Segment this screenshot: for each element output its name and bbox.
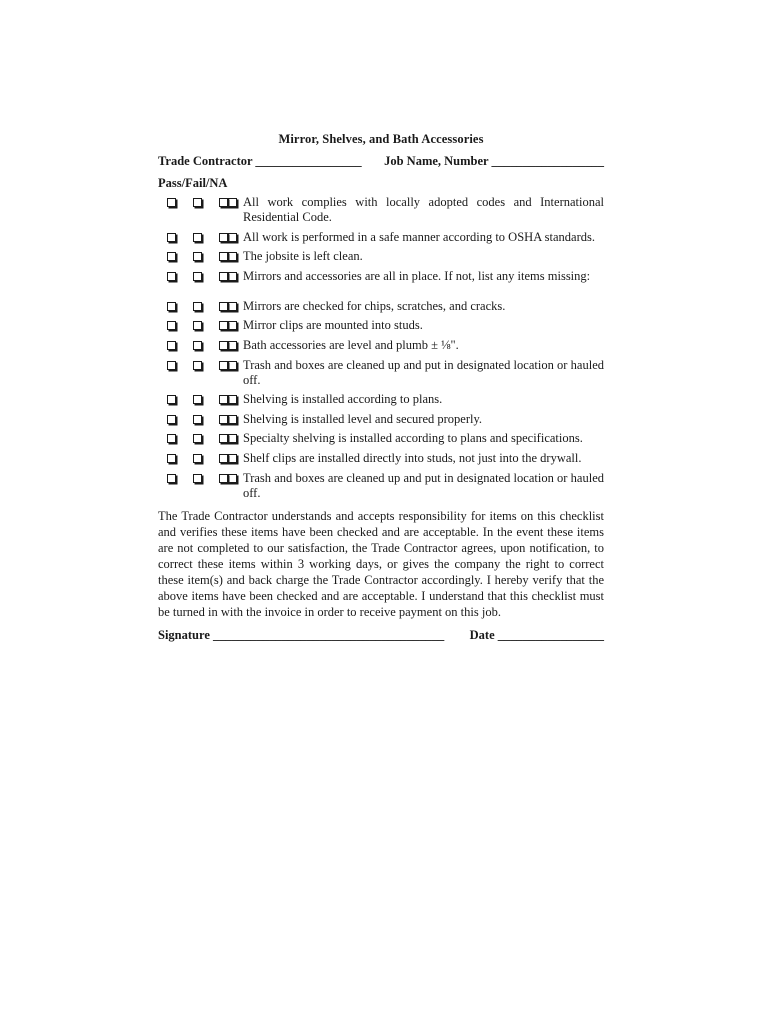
checklist-row	[158, 195, 604, 225]
checklist-row	[158, 412, 604, 427]
checklist-row	[158, 269, 604, 284]
pass-checkbox-icon[interactable]	[167, 415, 176, 424]
pass-fail-na-checkboxes	[158, 358, 228, 388]
pass-fail-na-header: Pass/Fail/NA	[158, 176, 228, 190]
na-checkbox-icon[interactable]	[219, 395, 228, 404]
na-checkbox-icon[interactable]	[219, 474, 228, 483]
pass-fail-na-checkboxes	[158, 318, 228, 333]
job-name-number-field[interactable]: Job Name, Number __________________	[384, 154, 604, 168]
checklist-row	[158, 358, 604, 388]
fail-checkbox-icon[interactable]	[193, 321, 202, 330]
fail-checkbox-icon[interactable]	[193, 361, 202, 370]
pass-checkbox-icon[interactable]	[167, 474, 176, 483]
checklist-row	[158, 338, 604, 353]
item-checkbox-icon[interactable]	[228, 321, 237, 330]
checklist-item-text: Bath accessories are level and plumb ± ⅛".	[243, 337, 459, 352]
fail-checkbox-icon[interactable]	[193, 434, 202, 443]
pass-fail-na-checkboxes	[158, 412, 228, 427]
date-field[interactable]: Date _________________	[469, 627, 604, 642]
checklist-row	[158, 392, 604, 407]
contractor-statement: The Trade Contractor understands and accepts responsibility for items on this checklist and verifies these items have been checked and are acceptable. In the event these items are not completed to our satisfaction, the Trade Contractor agrees, upon notification, to correct these items within 3 working days, or gives the company the right to correct these item(s) and back charge the Trade Contractor accordingly. I hereby verify that the above items have been checked and are acceptable. I understand that this checklist must be turned in with the invoice in order to receive payment on this job.	[158, 508, 604, 619]
item-checkbox-icon[interactable]	[228, 302, 237, 311]
pass-checkbox-icon[interactable]	[167, 341, 176, 350]
item-checkbox-icon[interactable]	[228, 395, 237, 404]
checklist-item-text: Shelving is installed according to plans.	[243, 392, 443, 407]
item-checkbox-icon[interactable]	[228, 252, 237, 261]
pass-fail-na-checkboxes	[158, 269, 228, 284]
pass-checkbox-icon[interactable]	[167, 361, 176, 370]
checklist-row	[158, 230, 604, 245]
pass-checkbox-icon[interactable]	[167, 272, 176, 281]
item-checkbox-icon[interactable]	[228, 474, 237, 483]
na-checkbox-icon[interactable]	[219, 321, 228, 330]
fail-checkbox-icon[interactable]	[193, 341, 202, 350]
fail-checkbox-icon[interactable]	[193, 272, 202, 281]
checklist-items	[158, 195, 604, 501]
item-checkbox-icon[interactable]	[228, 454, 237, 463]
checklist-item-text: Trash and boxes are cleaned up and put in designated location or hauled off.	[243, 470, 604, 500]
signature-field[interactable]: Signature _____________________________________	[158, 627, 445, 642]
checklist-item-text: Specialty shelving is installed according to plans and specifications.	[243, 431, 583, 446]
na-checkbox-icon[interactable]	[219, 198, 228, 207]
item-checkbox-icon[interactable]	[228, 198, 237, 207]
pass-fail-na-checkboxes	[158, 451, 228, 466]
na-checkbox-icon[interactable]	[219, 302, 228, 311]
pass-fail-na-checkboxes	[158, 431, 228, 446]
item-checkbox-icon[interactable]	[228, 341, 237, 350]
na-checkbox-icon[interactable]	[219, 341, 228, 350]
checklist-row	[158, 249, 604, 264]
checklist-item-text: Trash and boxes are cleaned up and put in designated location or hauled off.	[243, 357, 604, 387]
checklist-item-text: All work complies with locally adopted codes and International Residential Code.	[243, 195, 604, 224]
item-checkbox-icon[interactable]	[228, 233, 237, 242]
fail-checkbox-icon[interactable]	[193, 252, 202, 261]
fail-checkbox-icon[interactable]	[193, 198, 202, 207]
pass-checkbox-icon[interactable]	[167, 302, 176, 311]
pass-fail-na-checkboxes	[158, 249, 228, 264]
na-checkbox-icon[interactable]	[219, 272, 228, 281]
checklist-row	[158, 431, 604, 446]
item-checkbox-icon[interactable]	[228, 415, 237, 424]
trade-contractor-field[interactable]: Trade Contractor _________________	[158, 154, 362, 168]
form-title: Mirror, Shelves, and Bath Accessories	[278, 132, 484, 146]
checklist-item-text: Mirrors are checked for chips, scratches, and cracks.	[243, 298, 506, 313]
checklist-row	[158, 451, 604, 466]
pass-checkbox-icon[interactable]	[167, 233, 176, 242]
na-checkbox-icon[interactable]	[219, 361, 228, 370]
checklist-item-text: Shelving is installed level and secured properly.	[243, 411, 483, 426]
na-checkbox-icon[interactable]	[219, 233, 228, 242]
fail-checkbox-icon[interactable]	[193, 302, 202, 311]
na-checkbox-icon[interactable]	[219, 252, 228, 261]
header-fields	[158, 154, 604, 169]
signature-line	[158, 628, 604, 643]
checklist-form	[158, 132, 604, 643]
fail-checkbox-icon[interactable]	[193, 415, 202, 424]
checklist-item-text: Mirrors and accessories are all in place. If not, list any items missing:	[243, 268, 591, 283]
checklist-item-text: Shelf clips are installed directly into studs, not just into the drywall.	[243, 450, 582, 465]
na-checkbox-icon[interactable]	[219, 454, 228, 463]
fail-checkbox-icon[interactable]	[193, 233, 202, 242]
pass-fail-na-checkboxes	[158, 195, 228, 225]
na-checkbox-icon[interactable]	[219, 434, 228, 443]
pass-fail-na-checkboxes	[158, 299, 228, 314]
fail-checkbox-icon[interactable]	[193, 474, 202, 483]
checklist-item-text: The jobsite is left clean.	[243, 249, 363, 264]
checklist-row	[158, 299, 604, 314]
checklist-row	[158, 318, 604, 333]
pass-fail-na-checkboxes	[158, 471, 228, 501]
pass-checkbox-icon[interactable]	[167, 321, 176, 330]
checklist-item-text: Mirror clips are mounted into studs.	[243, 318, 423, 333]
item-checkbox-icon[interactable]	[228, 272, 237, 281]
checklist-item-text: All work is performed in a safe manner according to OSHA standards.	[243, 229, 595, 244]
na-checkbox-icon[interactable]	[219, 415, 228, 424]
pass-fail-na-checkboxes	[158, 230, 228, 245]
item-checkbox-icon[interactable]	[228, 434, 237, 443]
pass-fail-na-checkboxes	[158, 392, 228, 407]
fail-checkbox-icon[interactable]	[193, 395, 202, 404]
fail-checkbox-icon[interactable]	[193, 454, 202, 463]
pass-checkbox-icon[interactable]	[167, 198, 176, 207]
pass-checkbox-icon[interactable]	[167, 252, 176, 261]
pass-checkbox-icon[interactable]	[167, 434, 176, 443]
checklist-row	[158, 471, 604, 501]
pass-checkbox-icon[interactable]	[167, 395, 176, 404]
pass-checkbox-icon[interactable]	[167, 454, 176, 463]
item-checkbox-icon[interactable]	[228, 361, 237, 370]
pass-fail-na-checkboxes	[158, 338, 228, 353]
